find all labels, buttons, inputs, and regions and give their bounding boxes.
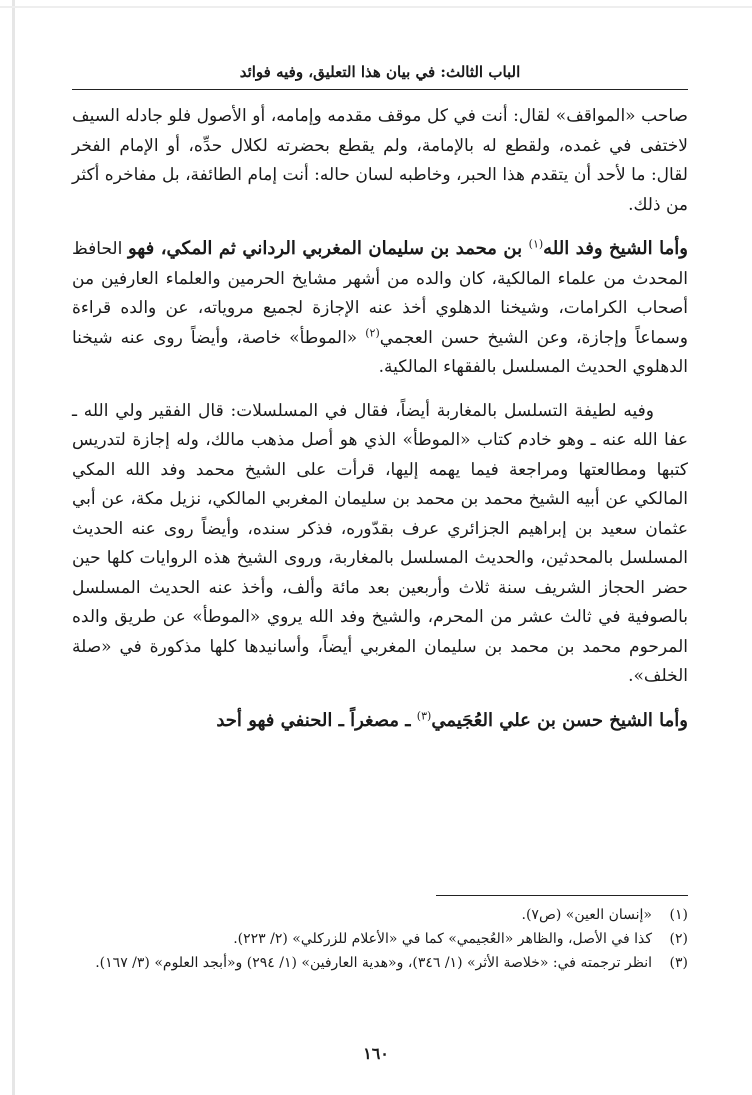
footnote-text: كذا في الأصل، والظاهر «العُجيمي» كما في «الأعلام للزركلي» (٢/ ٢٢٣). — [233, 931, 652, 947]
paragraph-2-lead-cont: بن محمد بن سليمان المغربي الرداني ثم المكي، فهو — [127, 238, 529, 259]
footnote-text: انظر ترجمته في: «خلاصة الأثر» (١/ ٣٤٦)، و«هدية العارفين» (١/ ٢٩٤) و«أبجد العلوم» (٣/ ١٦٧). — [95, 955, 652, 971]
paragraph-2-text-b: «الموطأ» خاصة، وأيضاً روى عنه شيخنا الدهلوي الحديث المسلسل بالفقهاء المالكية. — [72, 327, 688, 377]
paragraph-2-text-a: الحافظ المحدث من علماء المالكية، كان والده من أشهر مشايخ الحرمين والعلماء العارفين من أصحاب الكرامات، وشيخنا الدهلوي أخذ عنه الإجازة لجميع مروياته، عن والده قراءة وسماعاً وإجازة، وعن الشيخ حسن العجمي — [72, 239, 688, 348]
footnote — [72, 903, 688, 927]
scan-edge — [12, 0, 15, 1095]
page-body — [72, 102, 688, 736]
footnote-ref-2[interactable]: (٢) — [365, 325, 380, 339]
footnotes — [72, 903, 688, 975]
footnote-rule — [436, 895, 688, 896]
footnote — [72, 927, 688, 951]
footnote-ref-3[interactable]: (٣) — [416, 708, 432, 722]
running-header: الباب الثالث: في بيان هذا التعليق، وفيه فوائد — [239, 63, 521, 81]
scan-top-edge — [0, 6, 752, 8]
paragraph-2-lead: وأما الشيخ وفد الله — [543, 238, 688, 259]
footnote-number: (١) — [669, 907, 688, 923]
paragraph-4-lead: وأما الشيخ حسن بن علي العُجَيمي — [431, 709, 688, 731]
paragraph-4-text: ـ مصغراً ـ الحنفي فهو أحد — [216, 709, 417, 731]
footnote-ref-1[interactable]: (١) — [528, 237, 544, 251]
footnote-text: «إنسان العين» (ص٧). — [521, 907, 652, 923]
paragraph-2 — [72, 234, 688, 383]
header-rule — [72, 89, 688, 90]
footnote-number: (٣) — [669, 955, 688, 971]
paragraph-4 — [72, 706, 688, 737]
paragraph-1: صاحب «المواقف» لقال: أنت في كل موقف مقدمه وإمامه، أو الأصول فلو جادله السيف لاختفى في غمده، ولقطع له بالإمامة، ولم يقطع بحضرته لكلال حدِّه، أو الإمام الفخر لقال: ما لأحد أن يتقدم هذا الحبر، وخاطبه لسان حاله: أنت إمام الطائفة، بل مفاخره أكثر من ذلك. — [72, 106, 688, 215]
paragraph-3: وفيه لطيفة التسلسل بالمغاربة أيضاً، فقال في المسلسلات: قال الفقير ولي الله ـ عفا الله عنه ـ وهو خادم كتاب «الموطأ» الذي هو أصل مذهب مالك، وله إجازة لتدريس كتبها ومطالعتها ومراجعة فيما يهمه إليها، قرأت على الشيخ محمد وفد الله المكي المالكي عن أبيه الشيخ محمد بن محمد بن سليمان المغربي المالكي، نزيل مكة، عن أبي عثمان سعيد بن إبراهيم الجزائري عرف بقدّوره، فذكر سنده، وأيضاً روى عنه الحديث المسلسل بالمحدثين، والحديث المسلسل بالمغاربة، وروى الشيخ هذه الروايات كلها حين حضر الحجاز الشريف سنة ثلاث وأربعين بعد مائة وألف، وأخذ عنه الحديث المسلسل بالصوفية في ثالث عشر من المحرم، والشيخ وفد الله يروي «الموطأ» عن طريق والده المرحوم محمد بن محمد بن سليمان المغربي أيضاً، وأسانيدها كلها مذكورة في «صلة الخلف». — [72, 400, 688, 686]
page-number: ١٦٠ — [363, 1044, 389, 1063]
footnote — [72, 951, 688, 975]
footnote-number: (٢) — [669, 931, 688, 947]
